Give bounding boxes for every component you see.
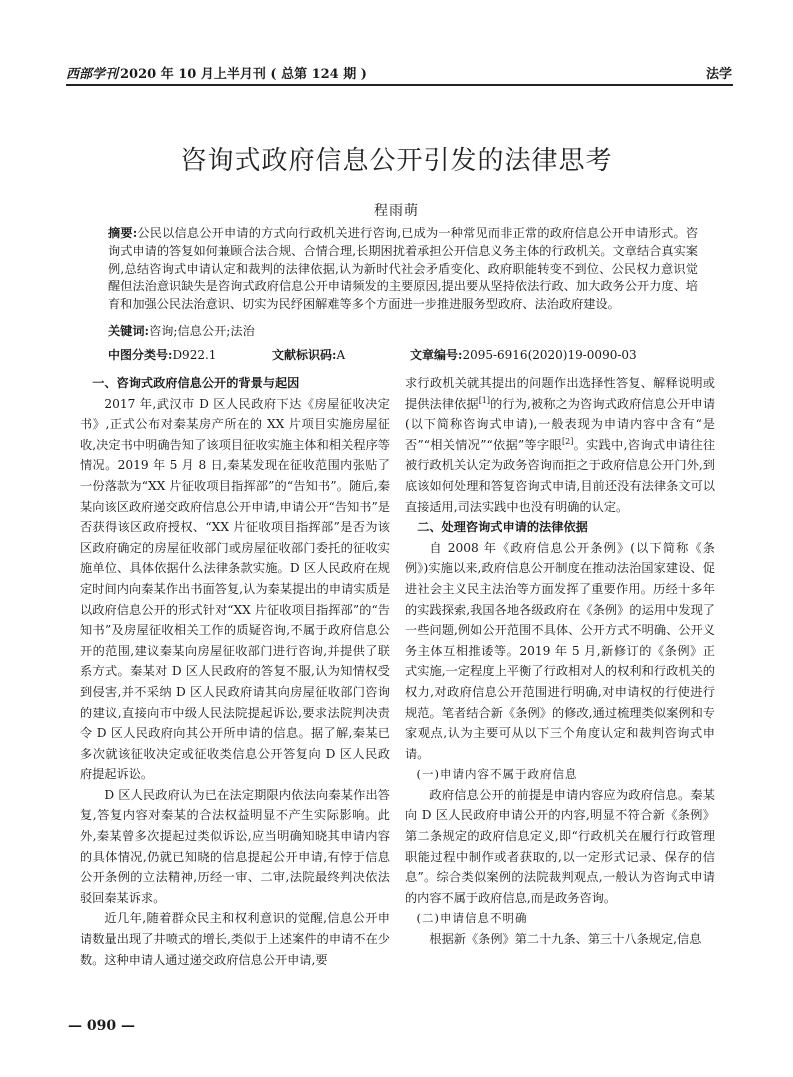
header-rule — [66, 84, 733, 86]
document-code — [272, 346, 345, 363]
abstract — [108, 225, 698, 314]
paragraph: 近几年,随着群众民主和权利意识的觉醒,信息公开申请数量出现了井喷式的增长,类似于上述案件的申请不在少数。这种申请人通过递交政府信息公开申请,要 — [80, 911, 390, 967]
right-column — [405, 373, 715, 950]
paragraph: D 区人民政府认为已在法定期限内依法向秦某作出答复,答复内容对秦某的合法权益明显不产生实际影响。此外,秦某曾多次提起过类似诉讼,应当明确知晓其申请内容的具体情况,仍就已知晓的信息提起公开申请,有悖于信息公开条例的立法精神,历经一审、二审,法院最终判决依法驳回秦某诉求。 — [80, 787, 390, 905]
article-no-value: 2095-6916(2020)19-0090-03 — [462, 348, 637, 362]
text-run: 。实践中,咨询式申请往往被行政机关认定为政务咨询而拒之于政府信息公开门外,到底该如何处理和答复咨询式申请,目前还没有法律条文可以直接适用,司法实践中也没有明确的认定。 — [405, 437, 716, 514]
article-no-label: 文章编号: — [410, 348, 463, 362]
abstract-text: 公民以信息公开申请的方式向行政机关进行咨询,已成为一种常见而非正常的政府信息公开申请形式。咨询式申请的答复如何兼顾合法合规、合情合理,长期困扰着承担公开信息义务主体的行政机关。文章结合真实案例,总结咨询式申请认定和裁判的法律依据,认为新时代社会矛盾变化、政府职能转变不到位、公民权力意识觉醒但法治意识缺失是咨询式政府信息公开申请频发的主要原因,提出要从坚持依法行政、加大政务公开力度、培育和加强公民法治意识、切实为民纾困解难等多个方面进一步推进服务型政府、法治政府建设。 — [108, 226, 699, 312]
paragraph: 根据新《条例》第二十九条、第三十八条规定,信息 — [429, 932, 702, 947]
journal-name: 西部学刊 — [66, 67, 119, 82]
issue-info: 2020 年 10 月上半月刊 ( 总第 124 期 ) — [120, 67, 367, 82]
article-title: 咨询式政府信息公开引发的法律思考 — [180, 146, 613, 176]
keywords-text: 咨询;信息公开;法治 — [149, 324, 255, 338]
running-header — [66, 63, 367, 82]
author-name: 程雨萌 — [374, 203, 419, 219]
doc-code-label: 文献标识码: — [272, 348, 337, 362]
clc-number — [108, 346, 216, 363]
citation-ref: [2] — [562, 436, 574, 446]
subsection-heading: (一)申请内容不属于政府信息 — [416, 767, 578, 782]
keywords-label: 关键词: — [108, 324, 150, 338]
paragraph: 政府信息公开的前提是申请内容应为政府信息。秦某向 D 区人民政府申请公开的内容,明显不符合新《条例》第二条规定的政府信息定义,即“行政机关在履行行政管理职能过程中制作或者获取的,以一定形式记录、保存的信息”。综合类似案例的法院裁判观点,一般认为咨询式申请的内容不属于政府信息,而是政务咨询。 — [405, 787, 715, 905]
keywords — [108, 322, 255, 339]
page-number: — 090 — — [68, 1018, 135, 1034]
text-run: 的行为,被称之为咨询式政府信息公开申请(以下简称咨询式申请),一般表现为申请内容中含有“是否”“相关情况”“依据”等字眼 — [405, 396, 716, 452]
text-run: 求行政机关就其提出的问题作出选择性答复、解释说明或提供法律依据 — [405, 376, 715, 411]
section-label: 法学 — [706, 67, 733, 82]
abstract-label: 摘要: — [108, 226, 138, 240]
left-column — [80, 373, 390, 970]
paragraph: 自 2008 年《政府信息公开条例》(以下简称《条例》)实施以来,政府信息公开制度在推动法治国家建设、促进社会主义民主法治等方面发挥了重要作用。历经十多年的实践探索,我国各地各级政府在《条例》的运用中发现了一些问题,例如公开范围不具体、公开方式不明确、公开义务主体互相推诿等。2019 年 5 月,新修订的《条例》正式实施,一定程度上平衡了行政相对人的权利和行政机关的权力,对政府信息公开范围进行明确,对申请权的行使进行规范。笔者结合新《条例》的修改,通过梳理类似案例和专家观点,认为主要可从以下三个角度认定和裁判咨询式申请。 — [405, 540, 715, 761]
section-heading-2: 二、处理咨询式申请的法律依据 — [417, 520, 588, 535]
subsection-heading: (二)申请信息不明确 — [416, 911, 528, 926]
section-heading-1: 一、咨询式政府信息公开的背景与起因 — [92, 376, 300, 390]
clc-value: D922.1 — [172, 348, 217, 362]
doc-code-value: A — [336, 348, 346, 362]
article-number — [410, 346, 637, 363]
paragraph-continued — [405, 373, 715, 517]
clc-label: 中图分类号: — [108, 348, 173, 362]
citation-ref: [1] — [478, 395, 491, 405]
paragraph: 2017 年,武汉市 D 区人民政府下达《房屋征收决定书》,正式公布对秦某房产所在的 XX 片项目实施房屋征收,决定书中明确告知了该项目征收实施主体和相关程序等情况。2019 年 5 月 8 日,秦某发现在征收范围内张贴了一份落款为“XX 片征收项目指挥部”的“告知书”。随后,秦某向该区政府递交政府信息公开申请,申请公开“告知书”是否获得该区政府授权、“XX 片征收项目指挥部”是否为该区政府确定的房屋征收部门或房屋征收部门委托的征收实施单位、具体依据什么法律条款实施。D 区人民政府在规定时间内向秦某作出书面答复,认为秦某提出的申请实质是以政府信息公开的形式针对“XX 片征收项目指挥部”的“告知书”及房屋征收相关工作的质疑咨询,不属于政府信息公开的范围,建议秦某向房屋征收部门进行咨询,并提供了联系方式。秦某对 D 区人民政府的答复不服,认为知情权受到侵害,并不采纳 D 区人民政府请其向房屋征收部门咨询的建议,直接向市中级人民法院提起诉讼,要求法院判决责令 D 区人民政府向其公开所申请的信息。据了解,秦某已多次就该征收决定或征收类信息公开答复向 D 区人民政府提起诉讼。 — [80, 396, 390, 782]
